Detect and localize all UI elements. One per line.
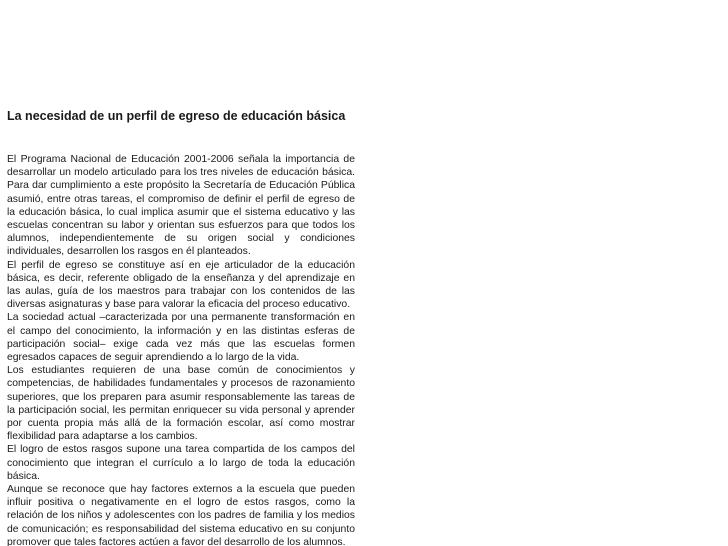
paragraph-4: Los estudiantes requieren de una base común de conocimientos y competencias, de habilidades fundamentales y procesos de razonamiento superiores, que los preparen para asumir responsablemente las tareas de la participación social, les permitan enriquecer su vida personal y aprender por cuenta propia más allá de la formación escolar, así como mostrar flexibilidad para adaptarse a los cambios. [7, 365, 355, 443]
paragraph-6: Aunque se reconoce que hay factores externos a la escuela que pueden influir positiva o negativamente en el logro de estos rasgos, como la relación de los niños y adolescentes con los padres de familia y los medios de comunicación; es responsabilidad del sistema educativo en su conjunto promover que tales factores actúen a favor del desarrollo de los alumnos. [7, 484, 355, 546]
paragraph-2: El perfil de egreso se constituye así en eje articulador de la educación básica, es decir, referente obligado de la enseñanza y del aprendizaje en las aulas, guía de los maestros para trabajar con los contenidos de las diversas asignaturas y base para valorar la eficacia del proceso educativo. [7, 259, 355, 311]
document-body [7, 153, 355, 546]
paragraph-5: El logro de estos rasgos supone una tarea compartida de los campos del conocimiento que integran el currículo a lo largo de toda la educación básica. [7, 444, 355, 482]
paragraph-3: La sociedad actual –caracterizada por una permanente transformación en el campo del conocimiento, la información y en las distintas esferas de participación social– exige cada vez más que las escuelas formen egresados capaces de seguir aprendiendo a lo largo de la vida. [7, 312, 355, 364]
paragraph-1: El Programa Nacional de Educación 2001-2006 señala la importancia de desarrollar un modelo articulado para los tres niveles de educación básica. Para dar cumplimiento a este propósito la Secretaría de Educación Pública asumió, entre otras tareas, el compromiso de definir el perfil de egreso de la educación básica, lo cual implica asumir que el sistema educativo y las escuelas concentran su labor y orientan sus esfuerzos para que todos los alumnos, independientemente de su origen social y condiciones individuales, desarrollen los rasgos en él planteados. [7, 154, 355, 258]
document-heading: La necesidad de un perfil de egreso de educación básica [7, 109, 346, 123]
